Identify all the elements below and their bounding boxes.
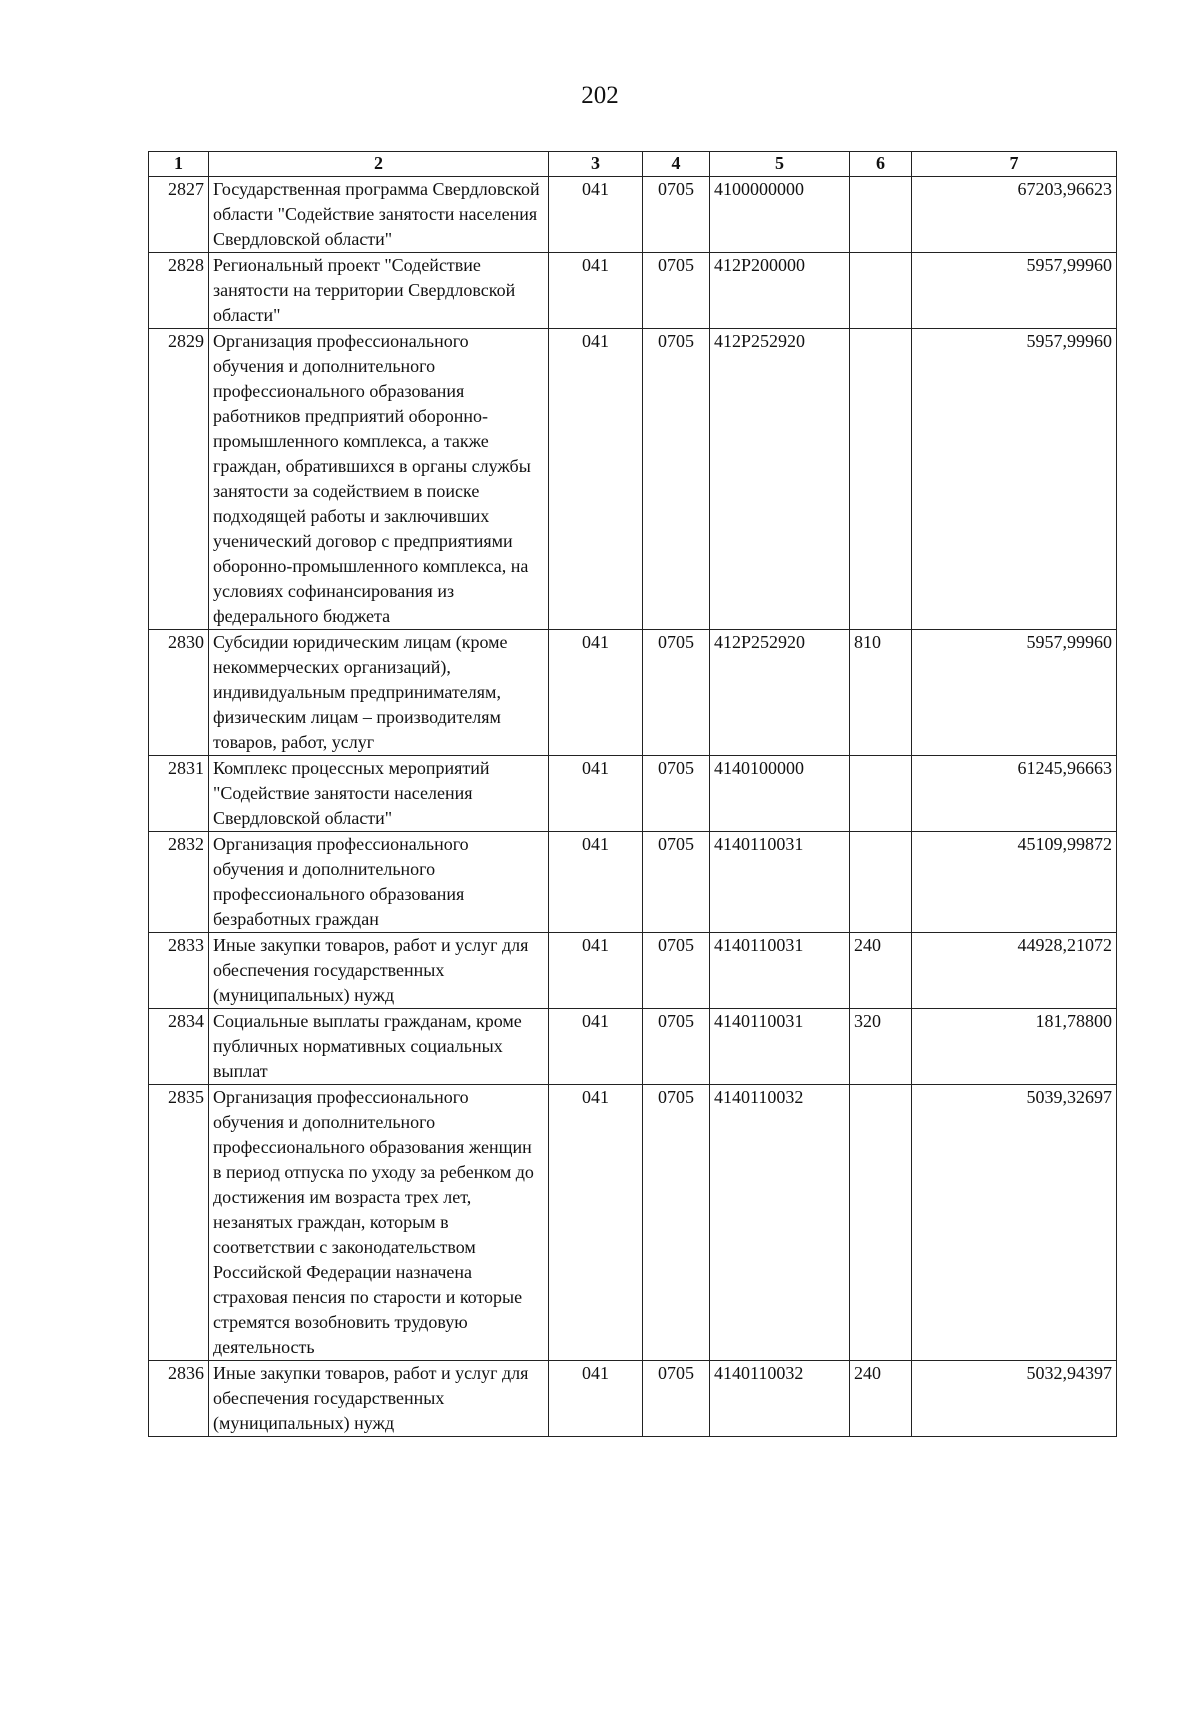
item-name: Социальные выплаты гражданам, кроме публичных нормативных социальных выплат (209, 1009, 549, 1085)
expense-type-code (850, 1085, 912, 1361)
table-row (149, 832, 1117, 933)
item-name: Организация профессионального обучения и дополнительного профессионального образования работников предприятий оборонно-промышленного комплекса, а также граждан, обратившихся в органы службы занятости за содействием в поиске подходящей работы и заключивших ученический договор с предприятиями оборонно-промышленного комплекса, на условиях софинансирования из федерального бюджета (209, 329, 549, 630)
table-row (149, 329, 1117, 630)
amount: 45109,99872 (912, 832, 1117, 933)
item-name: Региональный проект "Содействие занятости на территории Свердловской области" (209, 253, 549, 329)
column-header: 7 (912, 152, 1117, 177)
department-code: 041 (549, 933, 643, 1009)
row-number: 2835 (149, 1085, 209, 1361)
amount: 67203,96623 (912, 177, 1117, 253)
department-code: 041 (549, 1085, 643, 1361)
column-header: 6 (850, 152, 912, 177)
department-code: 041 (549, 1361, 643, 1437)
target-article-code: 4140110032 (710, 1085, 850, 1361)
section-code: 0705 (643, 1361, 710, 1437)
department-code: 041 (549, 329, 643, 630)
target-article-code: 4140110031 (710, 832, 850, 933)
section-code: 0705 (643, 933, 710, 1009)
item-name: Иные закупки товаров, работ и услуг для обеспечения государственных (муниципальных) нужд (209, 1361, 549, 1437)
column-header: 4 (643, 152, 710, 177)
table-row (149, 1009, 1117, 1085)
section-code: 0705 (643, 756, 710, 832)
expense-type-code (850, 832, 912, 933)
item-name: Комплекс процессных мероприятий "Содействие занятости населения Свердловской области" (209, 756, 549, 832)
expense-type-code (850, 756, 912, 832)
item-name: Организация профессионального обучения и дополнительного профессионального образования женщин в период отпуска по уходу за ребенком до достижения им возраста трех лет, незанятых граждан, которым в соответствии с законодательством Российской Федерации назначена страховая пенсия по старости и которые стремятся возобновить трудовую деятельность (209, 1085, 549, 1361)
amount: 5039,32697 (912, 1085, 1117, 1361)
table-row (149, 630, 1117, 756)
column-header: 1 (149, 152, 209, 177)
section-code: 0705 (643, 253, 710, 329)
target-article-code: 412P252920 (710, 630, 850, 756)
department-code: 041 (549, 177, 643, 253)
row-number: 2829 (149, 329, 209, 630)
section-code: 0705 (643, 177, 710, 253)
header-row (149, 152, 1117, 177)
amount: 44928,21072 (912, 933, 1117, 1009)
amount: 5957,99960 (912, 253, 1117, 329)
table-row (149, 933, 1117, 1009)
department-code: 041 (549, 1009, 643, 1085)
expense-type-code: 240 (850, 933, 912, 1009)
item-name: Государственная программа Свердловской области "Содействие занятости населения Свердловской области" (209, 177, 549, 253)
target-article-code: 412P252920 (710, 329, 850, 630)
expense-type-code (850, 177, 912, 253)
row-number: 2833 (149, 933, 209, 1009)
department-code: 041 (549, 832, 643, 933)
expense-type-code: 240 (850, 1361, 912, 1437)
item-name: Субсидии юридическим лицам (кроме некоммерческих организаций), индивидуальным предпринимателям, физическим лицам – производителям товаров, работ, услуг (209, 630, 549, 756)
amount: 5957,99960 (912, 630, 1117, 756)
column-header: 2 (209, 152, 549, 177)
target-article-code: 4100000000 (710, 177, 850, 253)
section-code: 0705 (643, 329, 710, 630)
budget-table (148, 151, 1117, 1437)
item-name: Иные закупки товаров, работ и услуг для обеспечения государственных (муниципальных) нужд (209, 933, 549, 1009)
amount: 5957,99960 (912, 329, 1117, 630)
table-row (149, 177, 1117, 253)
target-article-code: 4140110032 (710, 1361, 850, 1437)
expense-type-code: 320 (850, 1009, 912, 1085)
row-number: 2828 (149, 253, 209, 329)
row-number: 2834 (149, 1009, 209, 1085)
amount: 5032,94397 (912, 1361, 1117, 1437)
target-article-code: 4140100000 (710, 756, 850, 832)
amount: 61245,96663 (912, 756, 1117, 832)
department-code: 041 (549, 756, 643, 832)
expense-type-code (850, 329, 912, 630)
target-article-code: 4140110031 (710, 933, 850, 1009)
amount: 181,78800 (912, 1009, 1117, 1085)
department-code: 041 (549, 630, 643, 756)
section-code: 0705 (643, 1085, 710, 1361)
expense-type-code: 810 (850, 630, 912, 756)
department-code: 041 (549, 253, 643, 329)
target-article-code: 4140110031 (710, 1009, 850, 1085)
expense-type-code (850, 253, 912, 329)
table-row (149, 1085, 1117, 1361)
table-row (149, 253, 1117, 329)
section-code: 0705 (643, 1009, 710, 1085)
table-row (149, 1361, 1117, 1437)
row-number: 2830 (149, 630, 209, 756)
page-number: 202 (581, 82, 619, 109)
row-number: 2832 (149, 832, 209, 933)
section-code: 0705 (643, 832, 710, 933)
row-number: 2831 (149, 756, 209, 832)
row-number: 2827 (149, 177, 209, 253)
column-header: 5 (710, 152, 850, 177)
table-row (149, 756, 1117, 832)
column-header: 3 (549, 152, 643, 177)
item-name: Организация профессионального обучения и дополнительного профессионального образования безработных граждан (209, 832, 549, 933)
row-number: 2836 (149, 1361, 209, 1437)
target-article-code: 412P200000 (710, 253, 850, 329)
section-code: 0705 (643, 630, 710, 756)
